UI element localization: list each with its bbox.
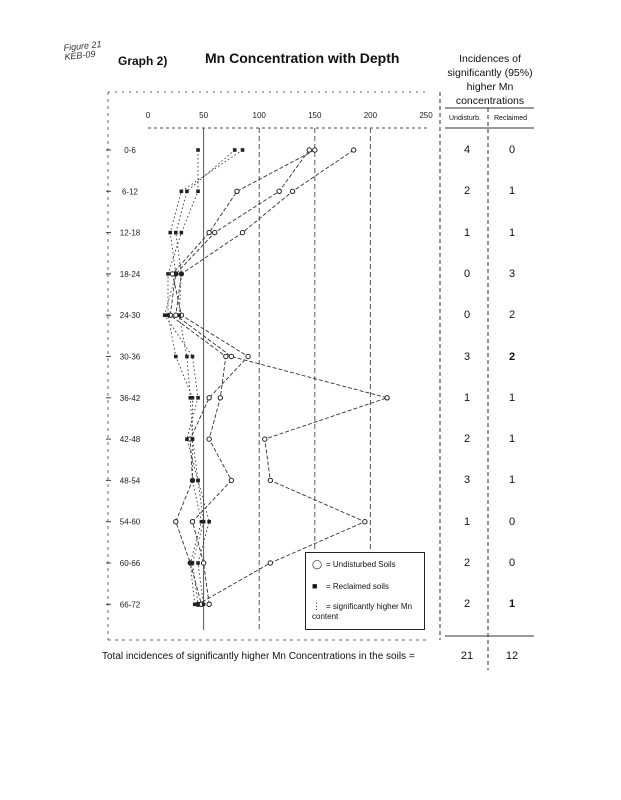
data-point-undisturbed <box>263 437 267 441</box>
y-tick-label: 24-30 <box>119 311 141 321</box>
data-point-reclaimed <box>174 231 178 235</box>
data-point-reclaimed <box>196 396 200 400</box>
data-point-undisturbed <box>174 520 178 524</box>
data-point-reclaimed <box>196 479 200 483</box>
y-tick-label: 66-72 <box>119 600 141 610</box>
data-point-reclaimed <box>168 231 172 235</box>
cell-reclaimed: 0 <box>508 515 516 528</box>
stamp-text: Figure 21 KEB-09 <box>63 39 102 62</box>
data-point-reclaimed <box>185 355 189 359</box>
data-point-undisturbed <box>290 189 294 193</box>
data-point-reclaimed <box>188 561 192 565</box>
data-point-reclaimed <box>174 272 178 276</box>
data-point-reclaimed <box>185 190 189 194</box>
cell-undisturbed: 1 <box>463 391 471 404</box>
cell-reclaimed: 2 <box>508 309 516 322</box>
data-point-reclaimed <box>241 148 245 152</box>
cell-undisturbed: 2 <box>463 185 471 198</box>
data-point-undisturbed <box>207 396 211 400</box>
cell-undisturbed: 2 <box>463 598 471 611</box>
series-line-undisturbed-2 <box>170 150 309 604</box>
dots-marker-icon: ⋮ <box>312 601 321 611</box>
data-point-undisturbed <box>229 354 233 358</box>
data-point-undisturbed <box>190 520 194 524</box>
data-point-reclaimed <box>207 520 211 524</box>
x-tick-label: 0 <box>145 111 151 120</box>
data-point-reclaimed <box>166 272 170 276</box>
y-tick-label: 60-66 <box>119 559 141 568</box>
data-point-reclaimed <box>191 479 195 483</box>
col-header-reclaimed: Reclaimed <box>494 115 528 122</box>
legend-reclaimed <box>312 581 389 592</box>
data-point-reclaimed <box>180 190 184 194</box>
data-point-reclaimed <box>163 313 167 317</box>
square-marker-icon: ■ <box>312 581 318 591</box>
cell-undisturbed: 0 <box>463 309 471 322</box>
chart-series <box>163 148 389 607</box>
data-point-undisturbed <box>240 230 244 234</box>
y-tick-label: 6-12 <box>121 187 139 197</box>
cell-reclaimed: 0 <box>508 557 516 569</box>
data-point-undisturbed <box>229 478 233 482</box>
y-axis-labels <box>106 146 141 609</box>
x-tick-label: 250 <box>419 111 433 120</box>
data-point-undisturbed <box>207 437 211 441</box>
y-tick-label: 18-24 <box>119 269 141 279</box>
cell-undisturbed: 4 <box>463 144 471 156</box>
x-tick-label: 150 <box>308 111 322 120</box>
data-point-undisturbed <box>207 230 211 234</box>
legend-undisturbed-label: = Undisturbed Soils <box>326 560 396 569</box>
data-point-undisturbed <box>385 396 389 400</box>
data-point-undisturbed <box>201 561 205 565</box>
cell-reclaimed: 2 <box>508 350 516 363</box>
series-line-undisturbed-3 <box>173 150 315 604</box>
incidences-header: Incidences of significantly (95%) higher Mn concentrations <box>447 53 533 107</box>
y-tick-label: 48-54 <box>119 476 141 486</box>
data-point-reclaimed <box>191 355 195 359</box>
data-point-undisturbed <box>235 189 239 193</box>
y-tick-label: 30-36 <box>119 352 141 362</box>
series-line-reclaimed-2 <box>168 150 209 604</box>
data-point-reclaimed <box>193 603 197 607</box>
cell-undisturbed: 3 <box>463 350 471 363</box>
data-point-undisturbed <box>207 602 211 606</box>
data-point-undisturbed <box>313 148 317 152</box>
graph-label: Graph 2) <box>118 54 168 68</box>
chart-title: Mn Concentration with Depth <box>205 50 400 66</box>
total-reclaimed: 12 <box>505 650 519 662</box>
cell-undisturbed: 3 <box>463 474 471 487</box>
data-point-reclaimed <box>202 603 206 607</box>
circle-marker-icon: ◯ <box>312 559 323 569</box>
y-tick-label: 12-18 <box>119 228 141 238</box>
cell-undisturbed: 2 <box>463 433 471 446</box>
series-line-undisturbed-1 <box>176 150 387 604</box>
data-point-undisturbed <box>224 354 228 358</box>
data-point-reclaimed <box>177 313 181 317</box>
data-point-reclaimed <box>185 437 189 441</box>
cell-undisturbed: 2 <box>463 557 471 569</box>
data-point-reclaimed <box>196 148 200 152</box>
total-label: Total incidences of significantly higher Mn Concentrations in the soils = <box>102 651 415 662</box>
x-tick-label: 100 <box>252 111 266 120</box>
cell-undisturbed: 0 <box>463 267 471 280</box>
legend-reclaimed-label: = Reclaimed soils <box>326 582 389 591</box>
cell-reclaimed: 1 <box>508 433 516 446</box>
data-point-undisturbed <box>246 354 250 358</box>
cell-reclaimed: 1 <box>508 391 516 404</box>
x-tick-label: 50 <box>199 111 209 120</box>
cell-reclaimed: 1 <box>508 226 516 239</box>
data-point-reclaimed <box>196 561 200 565</box>
cell-undisturbed: 1 <box>463 226 471 239</box>
legend-significant <box>312 601 416 622</box>
data-point-undisturbed <box>363 520 367 524</box>
data-point-undisturbed <box>307 148 311 152</box>
legend-significant-label: = significantly higher Mn content <box>312 602 413 621</box>
data-point-reclaimed <box>180 231 184 235</box>
cell-reclaimed: 0 <box>508 144 516 156</box>
data-point-reclaimed <box>191 437 195 441</box>
cell-reclaimed: 3 <box>508 267 516 280</box>
total-undisturbed: 21 <box>460 650 474 662</box>
data-point-reclaimed <box>200 520 204 524</box>
y-tick-label: 0-6 <box>124 146 136 155</box>
y-tick-label: 36-42 <box>119 393 141 403</box>
legend-undisturbed <box>312 559 396 570</box>
col-header-undisturbed: Undisturb. <box>449 115 481 122</box>
data-point-reclaimed <box>174 355 178 359</box>
data-point-reclaimed <box>196 190 200 194</box>
y-tick-label: 54-60 <box>119 517 141 527</box>
data-point-reclaimed <box>166 313 170 317</box>
data-point-undisturbed <box>268 561 272 565</box>
data-point-undisturbed <box>352 148 356 152</box>
data-point-undisturbed <box>277 189 281 193</box>
cell-reclaimed: 1 <box>508 185 516 198</box>
x-axis-ticks <box>146 111 433 120</box>
data-point-reclaimed <box>196 603 200 607</box>
chart-legend <box>305 552 425 630</box>
data-point-reclaimed <box>233 148 237 152</box>
data-point-undisturbed <box>213 230 217 234</box>
data-point-reclaimed <box>188 396 192 400</box>
cell-reclaimed: 1 <box>508 598 516 611</box>
series-line-reclaimed-3 <box>176 150 235 604</box>
data-point-undisturbed <box>268 478 272 482</box>
data-point-undisturbed <box>218 396 222 400</box>
x-tick-label: 200 <box>363 111 378 120</box>
cell-undisturbed: 1 <box>463 515 471 528</box>
cell-reclaimed: 1 <box>508 474 516 487</box>
data-point-reclaimed <box>180 272 184 276</box>
y-tick-label: 42-48 <box>119 435 141 445</box>
